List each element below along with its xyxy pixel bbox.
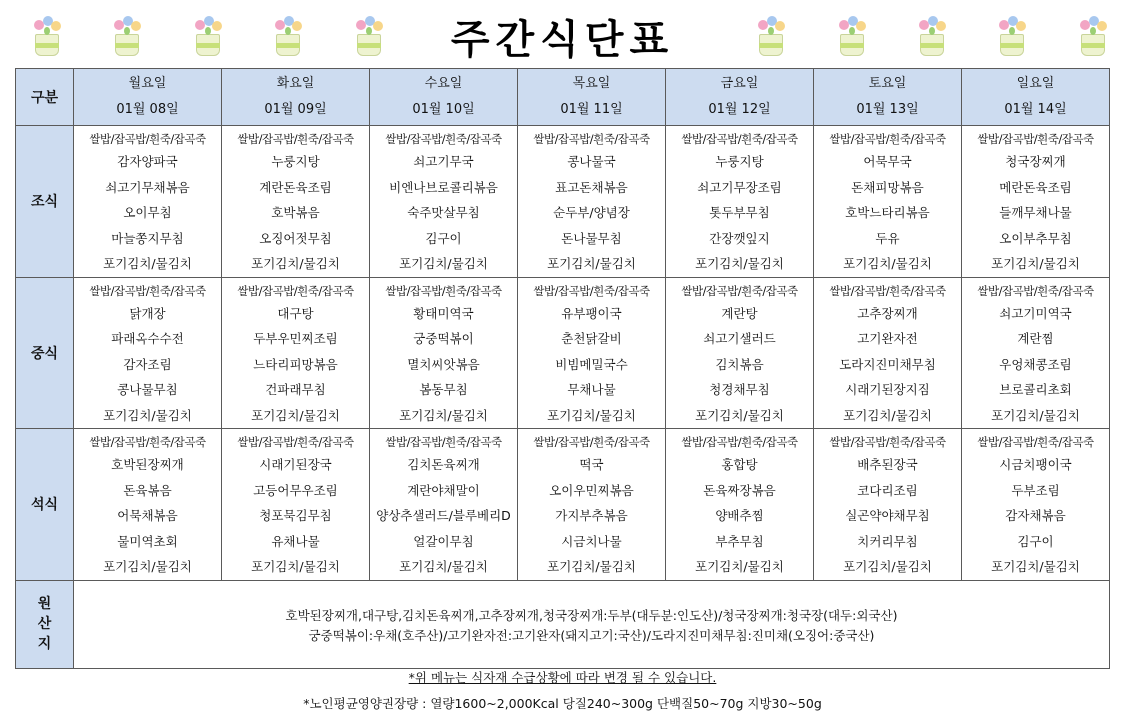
dish-item: 포기김치/물김치 — [695, 559, 784, 574]
dish-item: 고기완자전 — [857, 331, 918, 346]
dish-item: 포기김치/물김치 — [695, 407, 784, 423]
meal-cell — [666, 126, 814, 278]
meal-cell — [222, 126, 370, 278]
meal-cell — [814, 429, 962, 581]
dish-item: 닭개장 — [129, 305, 166, 321]
dish-item: 느타리피망볶음 — [253, 356, 338, 372]
day-name: 목요일 — [572, 76, 611, 91]
dish-item: 건파래무침 — [265, 382, 326, 397]
meal-cell — [518, 429, 666, 581]
dish-item: 쌀밥/잡곡밥/흰죽/잡곡죽 — [89, 283, 206, 298]
dish-item: 호박느타리볶음 — [845, 205, 930, 220]
day-header — [666, 69, 814, 126]
dish-item: 쌀밥/잡곡밥/흰죽/잡곡죽 — [829, 283, 946, 298]
day-date: 01월 14일 — [1004, 102, 1067, 117]
dish-item: 청포묵김무침 — [259, 508, 332, 523]
day-date: 01월 12일 — [708, 102, 771, 117]
dish-item: 호박된장찌개 — [111, 457, 184, 472]
day-header — [518, 69, 666, 126]
meal-cell — [666, 429, 814, 581]
dish-item: 쌀밥/잡곡밥/흰죽/잡곡죽 — [533, 283, 650, 298]
dish-item: 포기김치/물김치 — [695, 256, 784, 271]
dish-item: 포기김치/물김치 — [547, 559, 636, 574]
meal-cell — [370, 126, 518, 278]
origin-label-char: 지 — [37, 636, 52, 652]
dish-item: 감자채볶음 — [1005, 508, 1066, 523]
dish-item: 쌀밥/잡곡밥/흰죽/잡곡죽 — [829, 132, 946, 146]
dish-item: 톳두부무침 — [709, 205, 770, 220]
dish-item: 두부조림 — [1011, 482, 1060, 498]
dish-item: 오이부추무침 — [999, 230, 1072, 246]
dish-item: 춘천닭갈비 — [561, 331, 622, 346]
category-header: 구분 — [16, 69, 74, 126]
dish-item: 돈채피망볶음 — [851, 179, 924, 195]
dish-item: 파래옥수수전 — [111, 331, 184, 346]
dish-item: 포기김치/물김치 — [251, 559, 340, 574]
origin-label-char: 원 — [37, 596, 52, 612]
dish-item: 포기김치/물김치 — [843, 256, 932, 271]
dish-item: 오징어젓무침 — [259, 230, 332, 246]
dish-item: 포기김치/물김치 — [991, 407, 1080, 423]
dish-item: 떡국 — [579, 457, 604, 472]
meal-label: 조식 — [16, 126, 74, 278]
meal-cell — [74, 277, 222, 429]
dish-item: 쌀밥/잡곡밥/흰죽/잡곡죽 — [533, 435, 650, 449]
dish-item: 쌀밥/잡곡밥/흰죽/잡곡죽 — [681, 435, 798, 449]
dish-item: 포기김치/물김치 — [103, 256, 192, 271]
dish-item: 멸치씨앗볶음 — [407, 356, 480, 372]
origin-line: 궁중떡볶이:우채(호주산)/고기완자전:고기완자(돼지고기:국산)/도라지진미채무침:진미채(오징어:중국산) — [308, 628, 875, 643]
dish-item: 포기김치/물김치 — [399, 256, 488, 271]
dish-item: 쌀밥/잡곡밥/흰죽/잡곡죽 — [977, 435, 1094, 449]
dish-item: 마늘쫑지무침 — [111, 230, 184, 246]
dish-item: 감자양파국 — [117, 154, 178, 169]
dish-item: 포기김치/물김치 — [399, 559, 488, 574]
day-name: 토요일 — [868, 76, 907, 91]
dish-item: 양배추찜 — [715, 508, 764, 523]
dish-item: 포기김치/물김치 — [843, 407, 932, 423]
day-name: 화요일 — [276, 76, 315, 91]
meal-row — [16, 429, 1110, 581]
meal-row — [16, 277, 1110, 429]
day-header — [370, 69, 518, 126]
dish-item: 실곤약야채무침 — [845, 508, 930, 523]
change-notice: *위 메뉴는 식자재 수급상황에 따라 변경 될 수 있습니다. — [408, 670, 717, 685]
dish-item: 청국장찌개 — [1005, 154, 1066, 169]
dish-item: 쌀밥/잡곡밥/흰죽/잡곡죽 — [829, 435, 946, 449]
day-name: 월요일 — [128, 76, 167, 91]
day-name: 금요일 — [720, 76, 759, 91]
day-header-row — [16, 69, 1110, 126]
dish-item: 호박볶음 — [271, 205, 320, 220]
dish-item: 얼갈이무침 — [413, 533, 474, 549]
dish-item: 유채나물 — [271, 533, 320, 549]
meal-cell — [370, 429, 518, 581]
dish-item: 쌀밥/잡곡밥/흰죽/잡곡죽 — [385, 132, 502, 146]
page-title-text: 주간식단표 — [437, 17, 688, 63]
dish-item: 쇠고기미역국 — [999, 305, 1072, 321]
page-title — [0, 8, 1125, 65]
day-date: 01월 11일 — [560, 102, 623, 117]
dish-item: 쌀밥/잡곡밥/흰죽/잡곡죽 — [89, 435, 206, 449]
dish-item: 쌀밥/잡곡밥/흰죽/잡곡죽 — [89, 132, 206, 146]
dish-item: 김구이 — [1017, 533, 1054, 549]
meal-cell — [962, 277, 1110, 429]
dish-item: 누룽지탕 — [715, 154, 764, 169]
dish-item: 오이무침 — [123, 205, 172, 220]
meal-cell — [370, 277, 518, 429]
dish-item: 가지부추볶음 — [555, 508, 628, 523]
meal-cell — [666, 277, 814, 429]
day-name: 일요일 — [1016, 76, 1055, 91]
dish-item: 돈육볶음 — [123, 482, 172, 498]
dish-item: 포기김치/물김치 — [991, 559, 1080, 574]
meal-cell — [962, 429, 1110, 581]
day-header — [222, 69, 370, 126]
dish-item: 간장깻잎지 — [709, 230, 770, 246]
dish-item: 고등어무우조림 — [253, 482, 338, 498]
dish-item: 무채나물 — [567, 382, 616, 397]
meal-label: 중식 — [16, 277, 74, 429]
dish-item: 돈육짜장볶음 — [703, 482, 776, 498]
dish-item: 봄동무침 — [419, 382, 468, 397]
dish-item: 우엉채콩조림 — [999, 356, 1072, 372]
weekly-menu-table — [15, 68, 1110, 669]
page-header — [0, 0, 1125, 66]
dish-item: 쌀밥/잡곡밥/흰죽/잡곡죽 — [533, 132, 650, 146]
dish-item: 시금치나물 — [561, 533, 622, 549]
dish-item: 쇠고기무국 — [413, 154, 474, 169]
dish-item: 포기김치/물김치 — [103, 407, 192, 423]
dish-item: 김치돈육찌개 — [407, 457, 480, 472]
day-header — [814, 69, 962, 126]
day-name: 수요일 — [424, 76, 463, 91]
meal-cell — [222, 429, 370, 581]
dish-item: 포기김치/물김치 — [547, 407, 636, 423]
dish-item: 시금치팽이국 — [999, 457, 1072, 472]
dish-item: 쌀밥/잡곡밥/흰죽/잡곡죽 — [237, 283, 354, 298]
dish-item: 포기김치/물김치 — [547, 256, 636, 271]
dish-item: 포기김치/물김치 — [399, 407, 488, 423]
dish-item: 김치볶음 — [715, 356, 764, 372]
dish-item: 쌀밥/잡곡밥/흰죽/잡곡죽 — [237, 435, 354, 449]
dish-item: 코다리조림 — [857, 482, 918, 498]
dish-item: 숙주맛살무침 — [407, 205, 480, 220]
meal-cell — [814, 126, 962, 278]
dish-item: 쌀밥/잡곡밥/흰죽/잡곡죽 — [977, 283, 1094, 298]
dish-item: 포기김치/물김치 — [103, 559, 192, 574]
dish-item: 시래기된장지짐 — [845, 382, 930, 397]
dish-item: 브로콜리초회 — [999, 382, 1072, 397]
dish-item: 쌀밥/잡곡밥/흰죽/잡곡죽 — [237, 132, 354, 146]
dish-item: 도라지진미채무침 — [839, 356, 936, 372]
dish-item: 들깨무채나물 — [999, 205, 1072, 220]
dish-item: 두부우민찌조림 — [253, 331, 338, 346]
dish-item: 표고돈채볶음 — [555, 179, 628, 195]
dish-item: 쇠고기무장조림 — [697, 179, 782, 195]
dish-item: 쇠고기무채볶음 — [105, 179, 190, 195]
dish-item: 포기김치/물김치 — [843, 559, 932, 574]
meal-cell — [814, 277, 962, 429]
dish-item: 계란탕 — [721, 305, 758, 321]
dish-item: 쌀밥/잡곡밥/흰죽/잡곡죽 — [385, 283, 502, 298]
dish-item: 청경채무침 — [709, 382, 770, 397]
meal-cell — [518, 126, 666, 278]
day-date: 01월 10일 — [412, 102, 475, 117]
dish-item: 쌀밥/잡곡밥/흰죽/잡곡죽 — [977, 132, 1094, 146]
meal-row — [16, 126, 1110, 278]
dish-item: 계란찜 — [1017, 331, 1054, 346]
dish-item: 고추장찌개 — [857, 305, 918, 321]
dish-item: 포기김치/물김치 — [251, 256, 340, 271]
origin-label-char: 산 — [37, 616, 52, 632]
dish-item: 두유 — [875, 230, 900, 246]
dish-item: 계란돈육조림 — [259, 179, 332, 195]
dish-item: 어묵무국 — [863, 154, 912, 169]
dish-item: 황태미역국 — [413, 305, 474, 321]
day-date: 01월 08일 — [116, 102, 179, 117]
meal-cell — [518, 277, 666, 429]
dish-item: 치커리무침 — [857, 533, 918, 549]
dish-item: 궁중떡볶이 — [413, 331, 474, 346]
dish-item: 배추된장국 — [857, 457, 918, 472]
origin-label — [16, 580, 74, 668]
dish-item: 순두부/양념장 — [553, 205, 630, 220]
dish-item: 쌀밥/잡곡밥/흰죽/잡곡죽 — [681, 132, 798, 146]
day-date: 01월 09일 — [264, 102, 327, 117]
day-header — [74, 69, 222, 126]
nutrition-note: *노인평균영양권장량 : 열량1600~2,000Kcal 당질240~300g 단백질50~70g 지방30~50g — [303, 696, 822, 711]
dish-item: 포기김치/물김치 — [251, 407, 340, 423]
dish-item: 김구이 — [425, 230, 462, 246]
dish-item: 메란돈육조림 — [999, 179, 1072, 195]
dish-item: 양상추샐러드/블루베리D — [376, 508, 511, 523]
dish-item: 오이우민찌볶음 — [549, 482, 634, 498]
dish-item: 쇠고기샐러드 — [703, 331, 776, 346]
dish-item: 유부팽이국 — [561, 305, 622, 321]
dish-item: 감자조림 — [123, 356, 172, 372]
meal-cell — [962, 126, 1110, 278]
meal-label: 석식 — [16, 429, 74, 581]
origin-line: 호박된장찌개,대구탕,김치돈육찌개,고추장찌개,청국장찌개:두부(대두분:인도산)/청국장찌개:청국장(대두:외국산) — [285, 608, 898, 623]
dish-item: 비빔메밀국수 — [555, 356, 628, 372]
dish-item: 쌀밥/잡곡밥/흰죽/잡곡죽 — [681, 283, 798, 298]
origin-row — [16, 580, 1110, 668]
dish-item: 계란야채말이 — [407, 482, 480, 498]
day-header — [962, 69, 1110, 126]
dish-item: 쌀밥/잡곡밥/흰죽/잡곡죽 — [385, 435, 502, 449]
dish-item: 부추무침 — [715, 533, 764, 549]
dish-item: 포기김치/물김치 — [991, 256, 1080, 271]
meal-cell — [74, 126, 222, 278]
dish-item: 물미역초회 — [117, 533, 178, 549]
origin-text — [74, 580, 1110, 668]
dish-item: 홍합탕 — [721, 457, 758, 472]
dish-item: 누룽지탕 — [271, 154, 320, 169]
dish-item: 비엔나브로콜리볶음 — [389, 179, 498, 195]
dish-item: 콩나물무침 — [117, 382, 178, 397]
day-date: 01월 13일 — [856, 102, 919, 117]
dish-item: 어묵채볶음 — [117, 508, 178, 523]
dish-item: 돈나물무침 — [561, 230, 622, 246]
dish-item: 대구탕 — [277, 305, 314, 321]
dish-item: 콩나물국 — [567, 154, 616, 169]
meal-cell — [74, 429, 222, 581]
meal-cell — [222, 277, 370, 429]
dish-item: 시래기된장국 — [259, 457, 332, 472]
